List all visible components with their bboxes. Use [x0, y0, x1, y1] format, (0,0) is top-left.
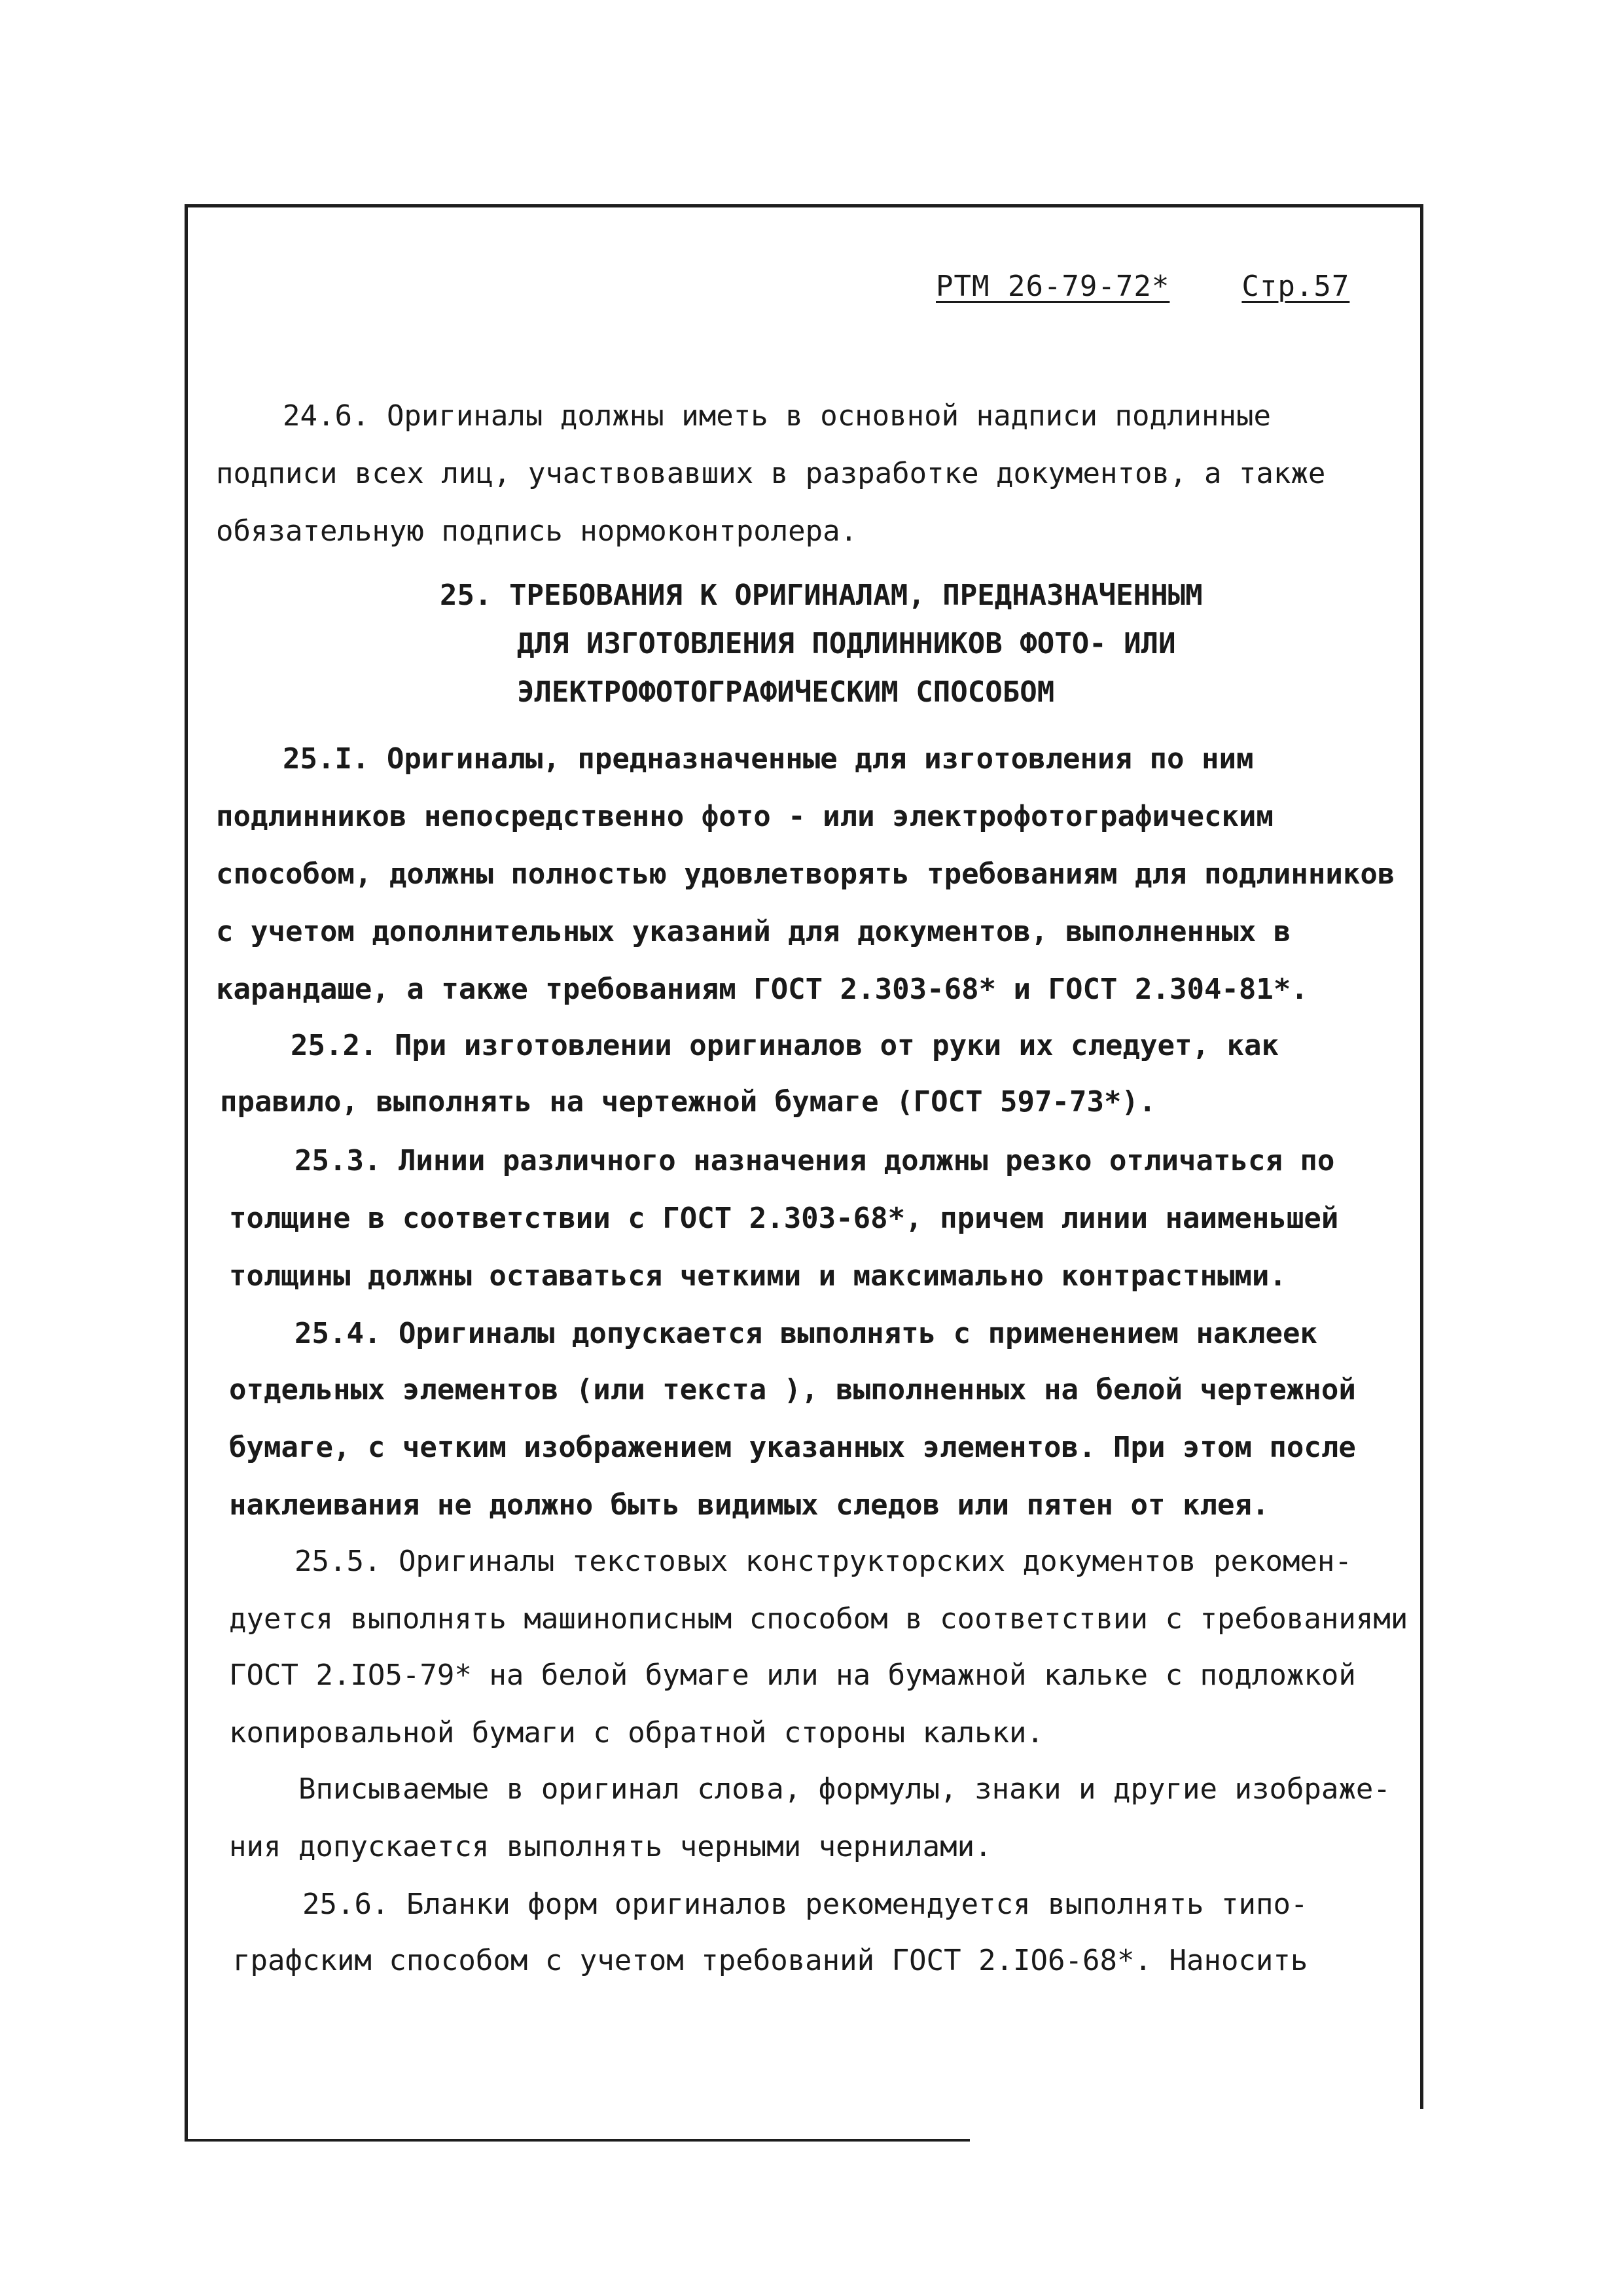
page-frame-bottom — [185, 2139, 970, 2142]
p25-4-line-2: отдельных элементов (или текста ), выполненных на белой чертежной — [229, 1373, 1356, 1407]
p24-6-line-3: обязательную подпись нормоконтролера. — [216, 514, 858, 548]
p25-5-line-3: ГОСТ 2.IO5-79* на белой бумаге или на бумажной кальке с подложкой — [229, 1659, 1356, 1692]
p25-6-line-2: графским способом с учетом требований ГОСТ 2.IO6-68*. Наносить — [233, 1944, 1308, 1977]
p25-4-line-1: 25.4. Оригиналы допускается выполнять с применением наклеек — [294, 1317, 1317, 1350]
p25-1-line-4: с учетом дополнительных указаний для документов, выполненных в — [216, 915, 1291, 948]
p25-1-line-2: подлинников непосредственно фото - или электрофотографическим — [216, 800, 1274, 833]
p25-2-line-2: правило, выполнять на чертежной бумаге (ГОСТ 597-73*). — [220, 1085, 1156, 1119]
p25-5b-line-1: Вписываемые в оригинал слова, формулы, знаки и другие изображе- — [298, 1772, 1391, 1806]
p25-5-line-2: дуется выполнять машинописным способом в соответствии с требованиями — [229, 1602, 1408, 1636]
p25-5b-line-2: ния допускается выполнять черными чернилами. — [229, 1830, 992, 1863]
p25-4-line-4: наклеивания не должно быть видимых следов или пятен от клея. — [229, 1488, 1270, 1522]
p25-3-line-2: толщине в соответствии с ГОСТ 2.303-68*, причем линии наименьшей — [229, 1202, 1339, 1235]
p25-1-line-3: способом, должны полностью удовлетворять требованиям для подлинников — [216, 857, 1395, 891]
p25-1-line-1: 25.I. Оригиналы, предназначенные для изготовления по ним — [283, 742, 1254, 776]
page-frame-left — [185, 204, 188, 2142]
section-25-title-line-2: ДЛЯ ИЗГОТОВЛЕНИЯ ПОДЛИННИКОВ ФОТО- ИЛИ — [517, 627, 1176, 660]
page-frame-right — [1420, 204, 1423, 2109]
p24-6-line-2: подписи всех лиц, участвовавших в разработке документов, а также — [216, 457, 1326, 490]
page-frame-top — [185, 204, 1423, 207]
document-code: РТМ 26-79-72* — [936, 270, 1170, 303]
section-25-title-line-3: ЭЛЕКТРОФОТОГРАФИЧЕСКИМ СПОСОБОМ — [517, 675, 1055, 709]
p25-1-line-5: карандаше, а также требованиям ГОСТ 2.303-68* и ГОСТ 2.304-81*. — [216, 973, 1308, 1006]
p25-5-line-4: копировальной бумаги с обратной стороны кальки. — [229, 1716, 1044, 1749]
p25-5-line-1: 25.5. Оригиналы текстовых конструкторских документов рекомен- — [294, 1545, 1352, 1578]
p24-6-line-1: 24.6. Оригиналы должны иметь в основной надписи подлинные — [283, 399, 1271, 433]
p25-4-line-3: бумаге, с четким изображением указанных элементов. При этом после — [229, 1431, 1356, 1464]
p25-2-line-1: 25.2. При изготовлении оригиналов от руки их следует, как — [291, 1029, 1279, 1062]
p25-6-line-1: 25.6. Бланки форм оригиналов рекомендуется выполнять типо- — [302, 1888, 1308, 1921]
page-header — [936, 270, 1349, 303]
p25-3-line-1: 25.3. Линии различного назначения должны резко отличаться по — [294, 1144, 1335, 1177]
p25-3-line-3: толщины должны оставаться четкими и максимально контрастными. — [229, 1259, 1287, 1293]
page-number: Стр.57 — [1241, 270, 1350, 303]
section-25-title-line-1: 25. ТРЕБОВАНИЯ К ОРИГИНАЛАМ, ПРЕДНАЗНАЧЕННЫМ — [440, 579, 1203, 612]
